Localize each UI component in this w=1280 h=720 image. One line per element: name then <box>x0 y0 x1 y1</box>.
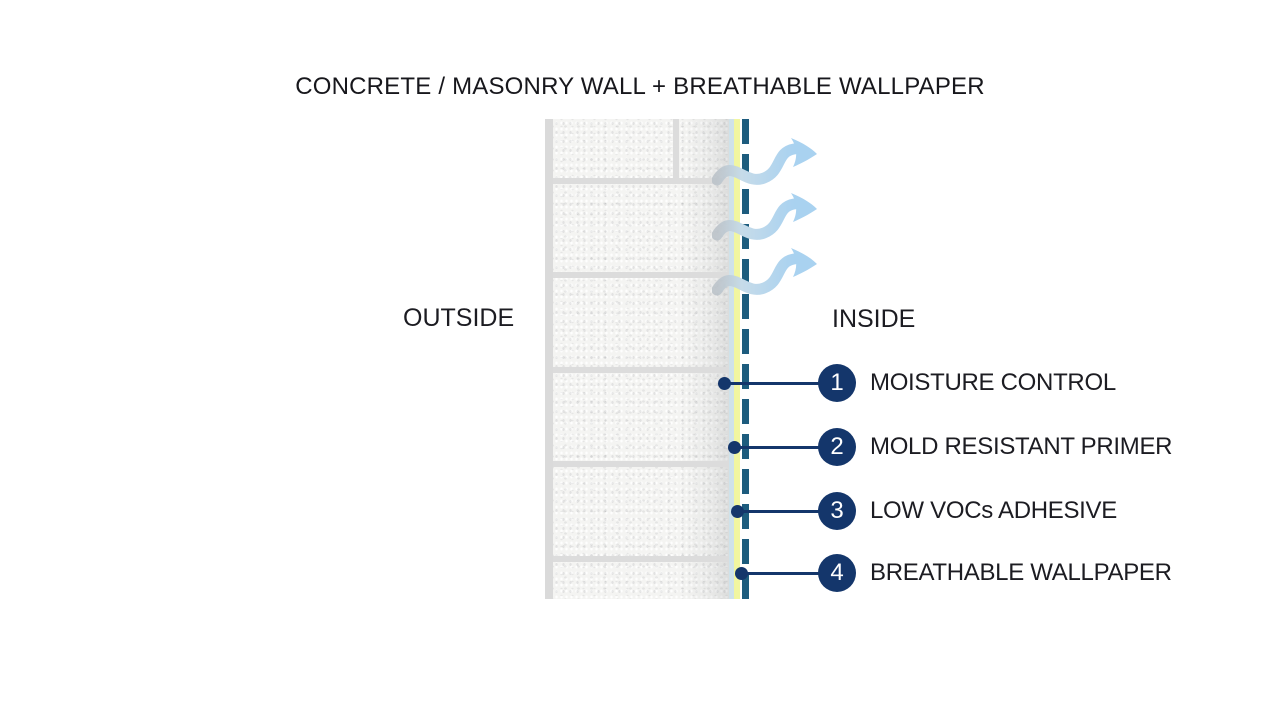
legend-label: LOW VOCs ADHESIVE <box>870 497 1117 524</box>
callout-line <box>741 572 820 575</box>
legend-number-badge: 1 <box>818 364 856 402</box>
diagram-title: CONCRETE / MASONRY WALL + BREATHABLE WALLPAPER <box>295 73 985 100</box>
mortar-joint-vertical <box>673 119 679 178</box>
inside-label: INSIDE <box>832 305 916 333</box>
mortar-joint <box>553 178 729 184</box>
legend-number-badge: 3 <box>818 492 856 530</box>
airflow-arrow-icon <box>712 136 824 194</box>
legend-item-4 <box>0 554 1280 592</box>
airflow-arrow-icon <box>712 191 824 249</box>
mortar-joint <box>553 272 729 278</box>
legend-label: BREATHABLE WALLPAPER <box>870 559 1172 586</box>
legend-number-badge: 4 <box>818 554 856 592</box>
legend-item-1 <box>0 364 1280 402</box>
legend-number-badge: 2 <box>818 428 856 466</box>
legend-item-3 <box>0 492 1280 530</box>
legend-item-2 <box>0 428 1280 466</box>
airflow-arrow-icon <box>712 246 824 304</box>
callout-line <box>734 446 820 449</box>
callout-line <box>724 382 820 385</box>
callout-line <box>737 510 820 513</box>
legend-label: MOISTURE CONTROL <box>870 369 1116 396</box>
outside-label: OUTSIDE <box>403 304 515 332</box>
legend-label: MOLD RESISTANT PRIMER <box>870 433 1173 460</box>
